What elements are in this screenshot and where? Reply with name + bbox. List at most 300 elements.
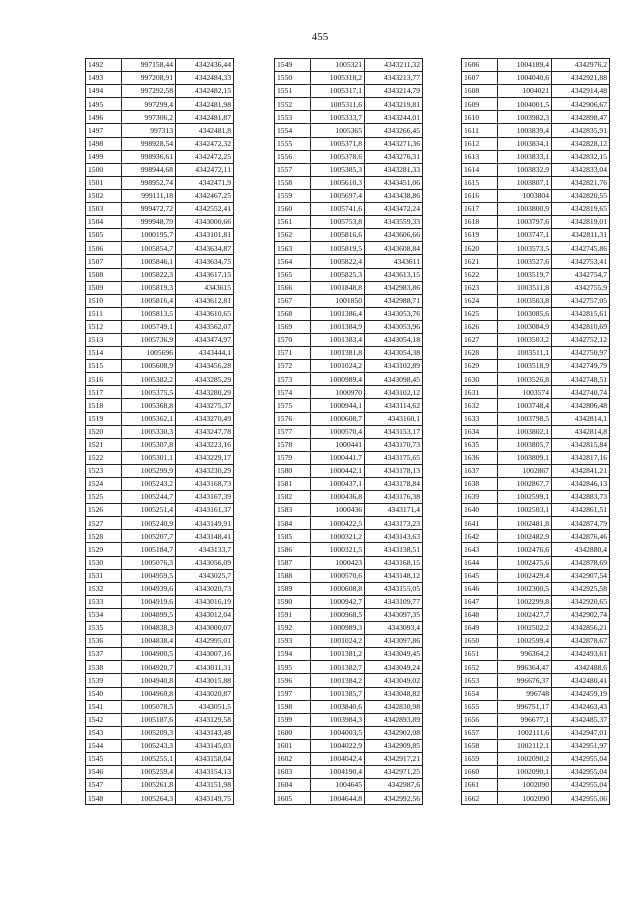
x-coordinate-cell: 1005330,3 [122,425,176,438]
table-row [275,85,423,98]
table-row [86,491,234,504]
x-coordinate-cell: 1004003,5 [311,726,365,739]
y-coordinate-cell: 4343276,31 [365,150,423,163]
y-coordinate-cell: 4342740,74 [552,386,610,399]
table-row [86,98,234,111]
x-coordinate-cell: 1005736,9 [122,333,176,346]
x-coordinate-cell: 1003748,4 [498,399,552,412]
table-row [86,608,234,621]
point-number-cell: 1494 [86,85,122,98]
x-coordinate-cell: 1002090,1 [498,766,552,779]
table-row [86,333,234,346]
y-coordinate-cell: 4343612,81 [176,294,234,307]
x-coordinate-cell: 1005078,5 [122,700,176,713]
table-row [86,752,234,765]
point-number-cell: 1623 [462,281,498,294]
x-coordinate-cell: 1005311,6 [311,98,365,111]
point-number-cell: 1585 [275,530,311,543]
y-coordinate-cell: 4343154,13 [176,766,234,779]
table-row [86,504,234,517]
point-number-cell: 1509 [86,281,122,294]
y-coordinate-cell: 4342907,54 [552,569,610,582]
point-number-cell: 1522 [86,451,122,464]
x-coordinate-cell: 1005301,1 [122,451,176,464]
y-coordinate-cell: 4343012,04 [176,608,234,621]
point-number-cell: 1584 [275,517,311,530]
table-row [275,569,423,582]
y-coordinate-cell: 4343148,12 [365,569,423,582]
table-row [275,386,423,399]
y-coordinate-cell: 4343173,23 [365,517,423,530]
table-row [462,648,610,661]
point-number-cell: 1645 [462,569,498,582]
x-coordinate-cell: 1003798,5 [498,412,552,425]
table-row [86,137,234,150]
table-row [86,648,234,661]
x-coordinate-cell: 1001381,8 [311,347,365,360]
point-number-cell: 1612 [462,137,498,150]
point-number-cell: 1554 [275,124,311,137]
table-row [462,216,610,229]
table-row [462,255,610,268]
point-number-cell: 1618 [462,216,498,229]
x-coordinate-cell: 1003519,7 [498,268,552,281]
y-coordinate-cell: 4342955,06 [552,792,610,805]
y-coordinate-cell: 4342917,21 [365,752,423,765]
point-number-cell: 1513 [86,333,122,346]
table-row [462,622,610,635]
y-coordinate-cell: 4342748,51 [552,373,610,386]
point-number-cell: 1619 [462,229,498,242]
x-coordinate-cell: 1002482,9 [498,530,552,543]
point-number-cell: 1541 [86,700,122,713]
x-coordinate-cell: 1005816,4 [122,294,176,307]
y-coordinate-cell: 4343049,45 [365,648,423,661]
table-row [462,268,610,281]
x-coordinate-cell: 996751,17 [498,700,552,713]
x-coordinate-cell: 1002427,7 [498,608,552,621]
y-coordinate-cell: 4343474,97 [176,333,234,346]
table-row [86,85,234,98]
point-number-cell: 1493 [86,72,122,85]
x-coordinate-cell: 1002502,2 [498,622,552,635]
x-coordinate-cell: 1005610,3 [311,176,365,189]
point-number-cell: 1633 [462,412,498,425]
x-coordinate-cell: 1005608,9 [122,360,176,373]
x-coordinate-cell: 997306,2 [122,111,176,124]
x-coordinate-cell: 1003834,1 [498,137,552,150]
point-number-cell: 1658 [462,739,498,752]
point-number-cell: 1563 [275,242,311,255]
table-row [86,373,234,386]
x-coordinate-cell: 1003982,3 [498,111,552,124]
y-coordinate-cell: 4342893,89 [365,713,423,726]
x-coordinate-cell: 1003511,1 [498,347,552,360]
point-number-cell: 1594 [275,648,311,661]
table-row [86,635,234,648]
x-coordinate-cell: 1004021 [498,85,552,98]
x-coordinate-cell: 1005696 [122,347,176,360]
y-coordinate-cell: 4342995,01 [176,635,234,648]
point-number-cell: 1640 [462,504,498,517]
y-coordinate-cell: 4343048,82 [365,687,423,700]
x-coordinate-cell: 1005371,8 [311,137,365,150]
table-row [462,111,610,124]
x-coordinate-cell: 1003984,3 [311,713,365,726]
x-coordinate-cell: 1000441,7 [311,451,365,464]
x-coordinate-cell: 1005822,3 [122,268,176,281]
y-coordinate-cell: 4342810,69 [552,320,610,333]
table-row [275,255,423,268]
point-number-cell: 1571 [275,347,311,360]
y-coordinate-cell: 4343049,02 [365,674,423,687]
point-number-cell: 1540 [86,687,122,700]
table-row [86,478,234,491]
y-coordinate-cell: 4343167,39 [176,491,234,504]
point-number-cell: 1568 [275,307,311,320]
point-number-cell: 1607 [462,72,498,85]
table-row [86,347,234,360]
x-coordinate-cell: 998952,74 [122,176,176,189]
y-coordinate-cell: 4342861,51 [552,504,610,517]
page-number: 455 [311,31,329,43]
x-coordinate-cell: 1005259,4 [122,766,176,779]
point-number-cell: 1529 [86,543,122,556]
y-coordinate-cell: 4343016,19 [176,595,234,608]
x-coordinate-cell: 1003802,1 [498,425,552,438]
y-coordinate-cell: 4343000,66 [176,216,234,229]
y-coordinate-cell: 4343266,45 [365,124,423,137]
x-coordinate-cell: 1001850 [311,294,365,307]
table-row [462,137,610,150]
table-row [86,687,234,700]
x-coordinate-cell: 1002299,8 [498,595,552,608]
table-row [275,739,423,752]
x-coordinate-cell: 1003511,8 [498,281,552,294]
y-coordinate-cell: 4342752,12 [552,333,610,346]
point-number-cell: 1531 [86,569,122,582]
y-coordinate-cell: 4342463,43 [552,700,610,713]
table-row [462,386,610,399]
x-coordinate-cell: 1005264,3 [122,792,176,805]
x-coordinate-cell: 1005318,2 [311,72,365,85]
table-row [86,674,234,687]
x-coordinate-cell: 998936,61 [122,150,176,163]
point-number-cell: 1591 [275,608,311,621]
y-coordinate-cell: 4343133,7 [176,543,234,556]
y-coordinate-cell: 4343143,63 [365,530,423,543]
y-coordinate-cell: 4342482,15 [176,85,234,98]
point-number-cell: 1525 [86,491,122,504]
table-row [462,163,610,176]
table-row [462,229,610,242]
y-coordinate-cell: 4343093,4 [365,622,423,635]
x-coordinate-cell: 1004838,4 [122,635,176,648]
x-coordinate-cell: 1005321 [311,59,365,72]
table-row [275,373,423,386]
table-row [462,176,610,189]
point-number-cell: 1553 [275,111,311,124]
table-row [462,792,610,805]
point-number-cell: 1629 [462,360,498,373]
table-row [86,307,234,320]
y-coordinate-cell: 4342485,37 [552,713,610,726]
point-number-cell: 1565 [275,268,311,281]
point-number-cell: 1549 [275,59,311,72]
point-number-cell: 1574 [275,386,311,399]
y-coordinate-cell: 4343168,15 [365,556,423,569]
table-row [275,595,423,608]
x-coordinate-cell: 1005753,8 [311,216,365,229]
point-number-cell: 1626 [462,320,498,333]
x-coordinate-cell: 998944,68 [122,163,176,176]
table-row [275,176,423,189]
table-row [462,661,610,674]
point-number-cell: 1526 [86,504,122,517]
y-coordinate-cell: 4343056,09 [176,556,234,569]
point-number-cell: 1624 [462,294,498,307]
x-coordinate-cell: 1005333,7 [311,111,365,124]
x-coordinate-cell: 1005365 [311,124,365,137]
y-coordinate-cell: 4342955,04 [552,779,610,792]
y-coordinate-cell: 4342835,91 [552,124,610,137]
y-coordinate-cell: 4343051,5 [176,700,234,713]
table-row [86,255,234,268]
x-coordinate-cell: 1002111,6 [498,726,552,739]
table-row [462,504,610,517]
point-number-cell: 1597 [275,687,311,700]
y-coordinate-cell: 4342988,71 [365,294,423,307]
point-number-cell: 1634 [462,425,498,438]
coordinate-table-3 [461,58,610,805]
table-row [275,635,423,648]
y-coordinate-cell: 4342459,19 [552,687,610,700]
x-coordinate-cell: 1005846,1 [122,255,176,268]
point-number-cell: 1577 [275,425,311,438]
table-row [86,203,234,216]
point-number-cell: 1656 [462,713,498,726]
point-number-cell: 1533 [86,595,122,608]
y-coordinate-cell: 4342819,01 [552,216,610,229]
y-coordinate-cell: 4343559,33 [365,216,423,229]
table-row [462,478,610,491]
point-number-cell: 1638 [462,478,498,491]
table-row [275,59,423,72]
table-row [462,347,610,360]
table-row [275,766,423,779]
point-number-cell: 1535 [86,622,122,635]
table-row [275,268,423,281]
point-number-cell: 1492 [86,59,122,72]
point-number-cell: 1654 [462,687,498,700]
point-number-cell: 1580 [275,464,311,477]
table-row [462,438,610,451]
point-number-cell: 1639 [462,491,498,504]
point-number-cell: 1648 [462,608,498,621]
point-number-cell: 1560 [275,203,311,216]
point-number-cell: 1588 [275,569,311,582]
y-coordinate-cell: 4342814,8 [552,425,610,438]
point-number-cell: 1562 [275,229,311,242]
table-row [275,320,423,333]
y-coordinate-cell: 4342983,86 [365,281,423,294]
x-coordinate-cell: 1005816,6 [311,229,365,242]
y-coordinate-cell: 4343053,96 [365,320,423,333]
y-coordinate-cell: 4343168,73 [176,478,234,491]
y-coordinate-cell: 4343158,04 [176,752,234,765]
point-number-cell: 1556 [275,150,311,163]
x-coordinate-cell: 1001382,7 [311,661,365,674]
table-row [275,687,423,700]
point-number-cell: 1524 [86,478,122,491]
x-coordinate-cell: 1000968,5 [311,608,365,621]
y-coordinate-cell: 4343608,84 [365,242,423,255]
y-coordinate-cell: 4342472,32 [176,137,234,150]
y-coordinate-cell: 4342814,1 [552,412,610,425]
x-coordinate-cell: 1005741,6 [311,203,365,216]
table-row [275,425,423,438]
x-coordinate-cell: 1000608,7 [311,412,365,425]
point-number-cell: 1536 [86,635,122,648]
point-number-cell: 1599 [275,713,311,726]
point-number-cell: 1506 [86,242,122,255]
table-row [86,386,234,399]
y-coordinate-cell: 4342821,76 [552,176,610,189]
table-row [462,72,610,85]
y-coordinate-cell: 4343613,15 [365,268,423,281]
y-coordinate-cell: 4343271,36 [365,137,423,150]
table-row [275,412,423,425]
x-coordinate-cell: 1000608,8 [311,582,365,595]
table-row [275,360,423,373]
y-coordinate-cell: 4342754,7 [552,268,610,281]
point-number-cell: 1604 [275,779,311,792]
x-coordinate-cell: 996748 [498,687,552,700]
table-row [462,726,610,739]
table-row [86,268,234,281]
point-number-cell: 1518 [86,399,122,412]
table-row [86,124,234,137]
x-coordinate-cell: 1005822,4 [311,255,365,268]
y-coordinate-cell: 4343229,17 [176,451,234,464]
table-row [462,320,610,333]
point-number-cell: 1572 [275,360,311,373]
table-row [275,163,423,176]
y-coordinate-cell: 4343438,86 [365,189,423,202]
point-number-cell: 1537 [86,648,122,661]
point-number-cell: 1538 [86,661,122,674]
point-number-cell: 1617 [462,203,498,216]
table-row [462,333,610,346]
y-coordinate-cell: 4343562,07 [176,320,234,333]
point-number-cell: 1581 [275,478,311,491]
y-coordinate-cell: 4342925,58 [552,582,610,595]
table-row [86,281,234,294]
point-number-cell: 1636 [462,451,498,464]
y-coordinate-cell: 4343153,17 [365,425,423,438]
x-coordinate-cell: 1002112,1 [498,739,552,752]
table-row [275,464,423,477]
y-coordinate-cell: 4343020,87 [176,687,234,700]
point-number-cell: 1596 [275,674,311,687]
table-row [462,294,610,307]
x-coordinate-cell: 1005378,6 [311,150,365,163]
table-row [86,163,234,176]
point-number-cell: 1534 [86,608,122,621]
table-row [86,700,234,713]
point-number-cell: 1598 [275,700,311,713]
x-coordinate-cell: 1000441 [311,438,365,451]
table-row [462,674,610,687]
x-coordinate-cell: 1002476,6 [498,543,552,556]
point-number-cell: 1605 [275,792,311,805]
y-coordinate-cell: 4342898,47 [552,111,610,124]
point-number-cell: 1512 [86,320,122,333]
table-row [462,281,610,294]
table-row [275,556,423,569]
x-coordinate-cell: 1005261,8 [122,779,176,792]
table-row [86,779,234,792]
y-coordinate-cell: 4343451,06 [365,176,423,189]
table-row [275,779,423,792]
table-row [462,582,610,595]
y-coordinate-cell: 4342856,21 [552,622,610,635]
coordinate-table-1 [85,58,234,805]
point-number-cell: 1659 [462,752,498,765]
table-row [462,700,610,713]
point-number-cell: 1647 [462,595,498,608]
point-number-cell: 1559 [275,189,311,202]
point-number-cell: 1614 [462,163,498,176]
y-coordinate-cell: 4343143,48 [176,726,234,739]
y-coordinate-cell: 4343606,66 [365,229,423,242]
y-coordinate-cell: 4343275,37 [176,399,234,412]
point-number-cell: 1627 [462,333,498,346]
x-coordinate-cell: 1000436,8 [311,491,365,504]
y-coordinate-cell: 4342815,61 [552,307,610,320]
x-coordinate-cell: 1000321,2 [311,530,365,543]
point-number-cell: 1548 [86,792,122,805]
y-coordinate-cell: 4343000,07 [176,622,234,635]
point-number-cell: 1566 [275,281,311,294]
x-coordinate-cell: 1002481,8 [498,517,552,530]
table-row [462,464,610,477]
table-row [275,438,423,451]
y-coordinate-cell: 4343456,28 [176,360,234,373]
point-number-cell: 1578 [275,438,311,451]
x-coordinate-cell: 1003833,1 [498,150,552,163]
x-coordinate-cell: 1005255,1 [122,752,176,765]
x-coordinate-cell: 1003518,9 [498,360,552,373]
table-row [275,150,423,163]
point-number-cell: 1508 [86,268,122,281]
x-coordinate-cell: 997313 [122,124,176,137]
x-coordinate-cell: 996364,47 [498,661,552,674]
x-coordinate-cell: 1005819,5 [311,242,365,255]
table-row [275,72,423,85]
point-number-cell: 1611 [462,124,498,137]
point-number-cell: 1662 [462,792,498,805]
y-coordinate-cell: 4342947,01 [552,726,610,739]
point-number-cell: 1631 [462,386,498,399]
x-coordinate-cell: 997299,4 [122,98,176,111]
y-coordinate-cell: 4342467,25 [176,189,234,202]
x-coordinate-cell: 1003526,8 [498,373,552,386]
table-row [462,766,610,779]
point-number-cell: 1575 [275,399,311,412]
y-coordinate-cell: 4343097,86 [365,635,423,648]
x-coordinate-cell: 1002599,4 [498,635,552,648]
